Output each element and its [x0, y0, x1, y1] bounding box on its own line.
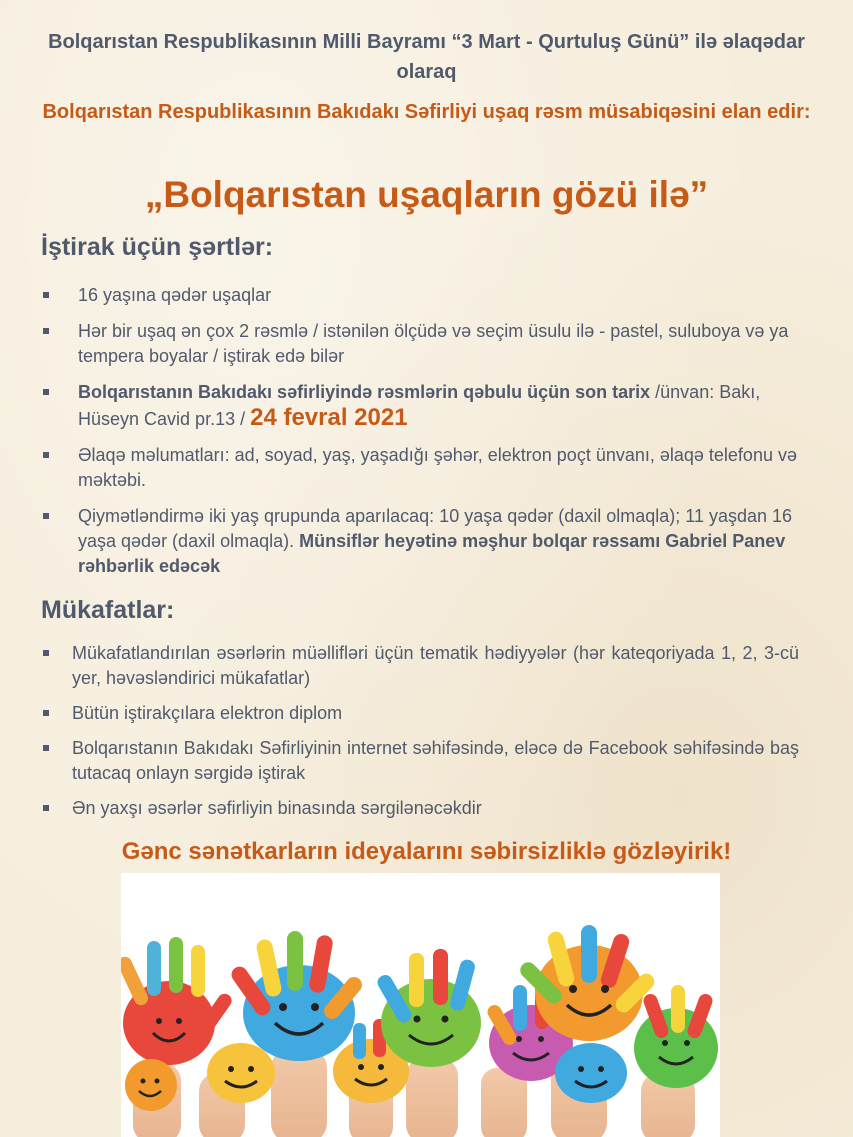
list-item — [72, 641, 799, 691]
condition-address: /ünvan: Bakı, Hüseyn Cavid pr.13 / — [78, 382, 761, 429]
bullet-icon — [43, 745, 49, 751]
list-item — [78, 380, 808, 432]
list-item — [78, 504, 808, 579]
bullet-icon — [43, 389, 49, 395]
header-line-2: Bolqarıstan Respublikasının Bakıdakı Səfirliyi uşaq rəsm müsabiqəsini elan edir: — [42, 101, 811, 123]
list-item — [78, 283, 808, 308]
prize-diploma: Bütün iştirakçılara elektron diplom — [72, 703, 343, 723]
condition-drawings: Hər bir uşaq ən çox 2 rəsmlə / istənilən ölçüdə və seçim üsulu ilə - pastel, suluboya və ya tempera boyalar / iştirak edə bilər — [78, 321, 789, 366]
closing-line: Gənc sənətkarların ideyalarını səbirsizliklə gözləyirik! — [121, 838, 732, 865]
painted-hands-image — [121, 873, 720, 1137]
list-item — [78, 319, 808, 369]
page-title: „Bolqarıstan uşaqların gözü ilə” — [144, 174, 709, 215]
deadline-date: 24 fevral 2021 — [250, 404, 408, 431]
bullet-icon — [43, 452, 49, 458]
bullet-icon — [43, 513, 49, 519]
conditions-list — [78, 283, 808, 590]
bullet-icon — [43, 292, 49, 298]
prize-online-exhibition: Bolqarıstanın Bakıdakı Səfirliyinin internet səhifəsində, eləcə də Facebook səhifəsində baş tutacaq onlayn sərgidə iştirak — [72, 738, 799, 783]
prize-embassy-exhibition: Ən yaxşı əsərlər səfirliyin binasında sərgilənəcəkdir — [72, 798, 482, 818]
conditions-heading: İştirak üçün şərtlər: — [41, 233, 274, 261]
list-item — [78, 443, 808, 493]
condition-jury: Münsiflər heyətinə məşhur bolqar rəssamı Gabriel Panev rəhbərlik edəcək — [78, 531, 786, 576]
condition-age: 16 yaşına qədər uşaqlar — [78, 285, 272, 305]
condition-contact: Əlaqə məlumatları: ad, soyad, yaş, yaşadığı şəhər, elektron poçt ünvanı, əlaqə telefonu və məktəbi. — [78, 445, 797, 490]
list-item — [72, 796, 799, 821]
prize-gifts: Mükafatlandırılan əsərlərin müəllifləri üçün tematik hədiyyələr (hər kateqoriyada 1, 2, 3-cü yer, həvəsləndirici mükafatlar) — [72, 643, 799, 688]
list-item — [72, 701, 799, 726]
bullet-icon — [43, 805, 49, 811]
condition-evaluation: Qiymətləndirmə iki yaş qrupunda aparılacaq: 10 yaşa qədər (daxil olmaqla); 11 yaşdan 16 yaşa qədər (daxil olmaqla). — [78, 506, 793, 551]
bullet-icon — [43, 650, 49, 656]
prizes-list — [72, 641, 799, 831]
condition-deadline-label: Bolqarıstanın Bakıdakı səfirliyində rəsmlərin qəbulu üçün son tarix — [78, 382, 651, 402]
prizes-heading: Mükafatlar: — [41, 596, 175, 624]
bullet-icon — [43, 328, 49, 334]
header-line-1: Bolqarıstan Respublikasının Milli Bayramı “3 Mart - Qurtuluş Günü” ilə əlaqədar olaraq — [48, 31, 805, 83]
list-item — [72, 736, 799, 786]
bullet-icon — [43, 710, 49, 716]
